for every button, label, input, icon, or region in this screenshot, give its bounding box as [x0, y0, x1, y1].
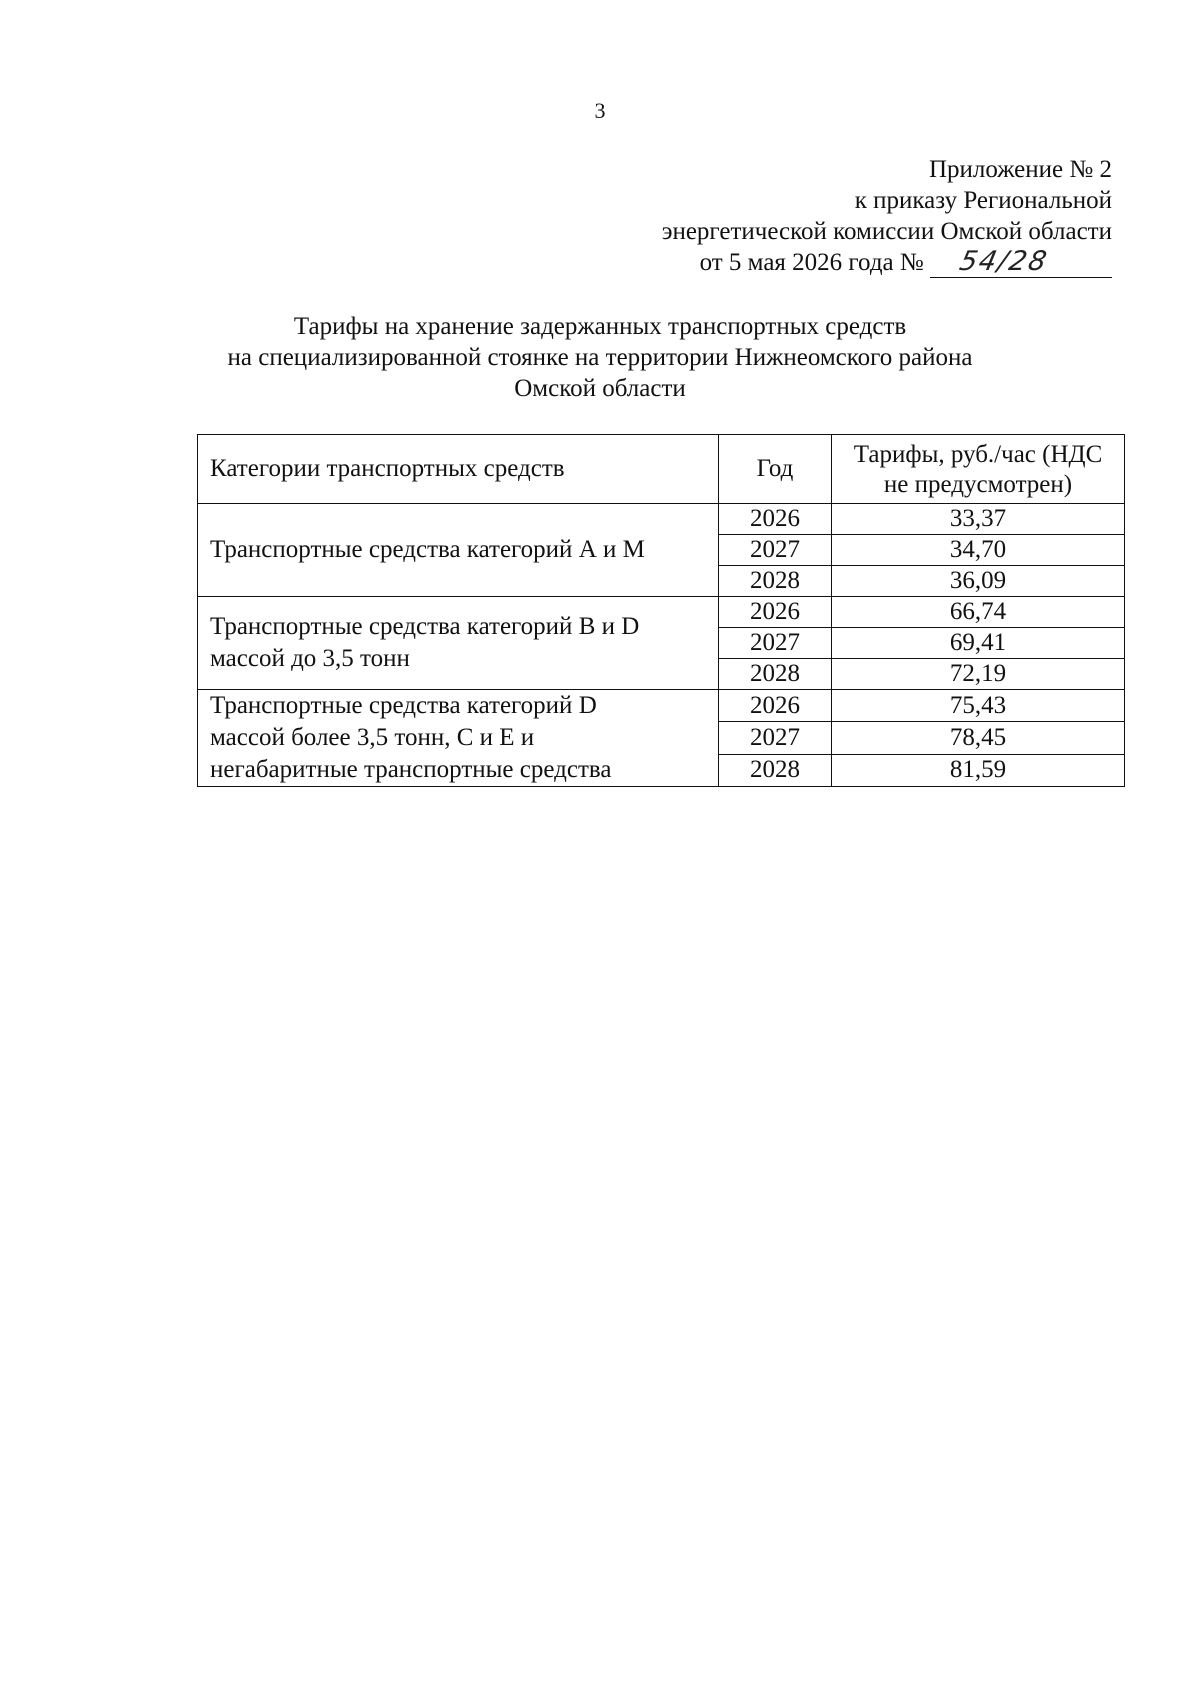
year-cell: 2028	[719, 754, 832, 786]
appendix-block	[662, 154, 1112, 278]
appendix-line: к приказу Региональной	[854, 187, 1112, 214]
order-number-field	[930, 246, 1112, 278]
category-line: Транспортные средства категорий А и М	[210, 536, 645, 563]
year-cell: 2026	[719, 504, 832, 535]
title-line: Омской области	[514, 375, 686, 402]
tariff-cell: 34,70	[832, 535, 1125, 566]
year-cell: 2027	[719, 722, 832, 754]
tariff-cell: 69,41	[832, 628, 1125, 659]
table-row	[198, 504, 1125, 535]
order-date-text: от 5 мая 2026 года №	[699, 249, 924, 276]
category-line: Транспортные средства категорий D	[210, 692, 597, 719]
order-date-line	[662, 247, 1112, 278]
handwritten-order-number: 54/28	[956, 246, 1052, 277]
category-cell	[198, 690, 719, 787]
tariff-cell: 78,45	[832, 722, 1125, 754]
header-year: Год	[719, 435, 832, 504]
tariff-cell: 81,59	[832, 754, 1125, 786]
category-cell	[198, 597, 719, 690]
tariffs-table	[197, 434, 1125, 787]
category-line: негабаритные транспортные средства	[210, 756, 612, 783]
header-tariff-line: Тарифы, руб./час (НДС	[853, 441, 1103, 468]
year-cell: 2027	[719, 628, 832, 659]
appendix-line: Приложение № 2	[928, 156, 1112, 183]
category-cell	[198, 504, 719, 597]
tariff-cell: 36,09	[832, 566, 1125, 597]
tariff-cell: 33,37	[832, 504, 1125, 535]
category-line: Транспортные средства категорий В и D	[210, 613, 640, 640]
header-tariff	[832, 435, 1125, 504]
category-line: массой более 3,5 тонн, С и Е и	[210, 724, 535, 751]
table-header-row	[198, 435, 1125, 504]
year-cell: 2027	[719, 535, 832, 566]
year-cell: 2026	[719, 690, 832, 722]
title-line: на специализированной стоянке на территории Нижнеомского района	[227, 344, 973, 371]
tariff-cell: 72,19	[832, 659, 1125, 690]
header-tariff-line: не предусмотрен)	[883, 471, 1073, 498]
page-number: 3	[594, 98, 606, 123]
table-row	[198, 597, 1125, 628]
header-category: Категории транспортных средств	[198, 435, 719, 504]
appendix-line: энергетической комиссии Омской области	[661, 218, 1112, 245]
year-cell: 2028	[719, 566, 832, 597]
table-row	[198, 690, 1125, 722]
title-line: Тарифы на хранение задержанных транспортных средств	[293, 313, 907, 340]
category-line: массой до 3,5 тонн	[210, 645, 410, 672]
tariff-cell: 66,74	[832, 597, 1125, 628]
document-title	[0, 311, 1200, 404]
year-cell: 2028	[719, 659, 832, 690]
tariff-cell: 75,43	[832, 690, 1125, 722]
year-cell: 2026	[719, 597, 832, 628]
